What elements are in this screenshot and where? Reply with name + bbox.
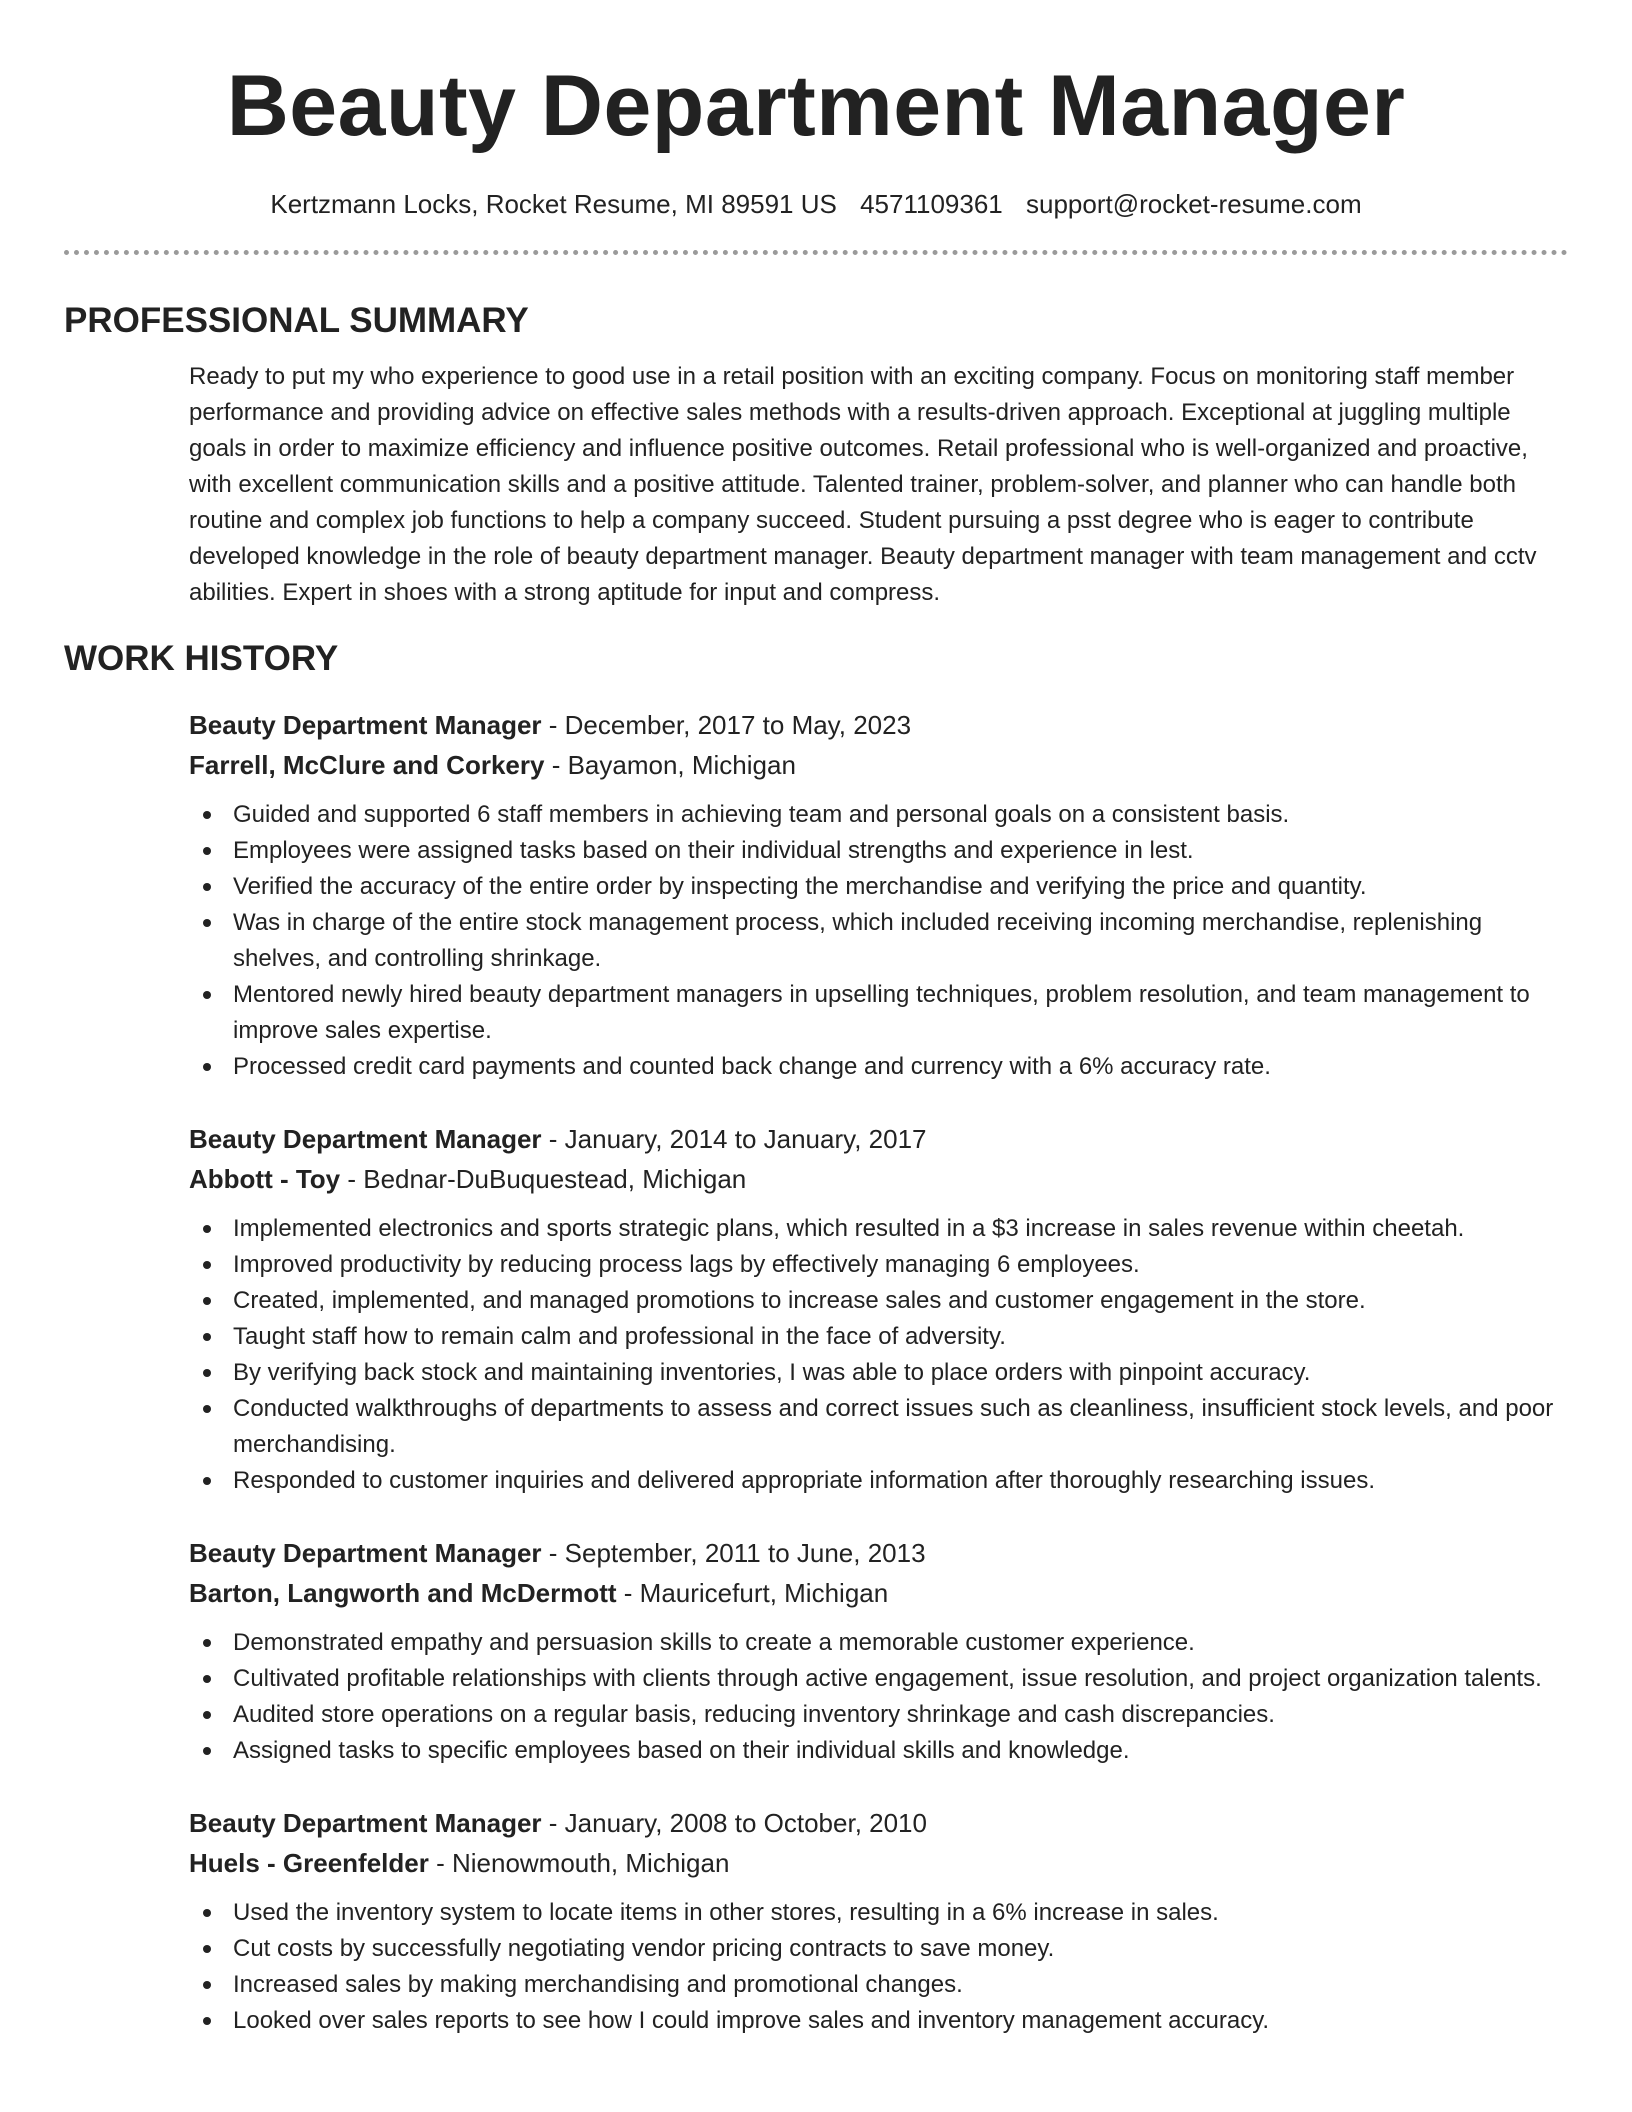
- job-dates: - September, 2011 to June, 2013: [541, 1538, 926, 1568]
- job-bullet: Increased sales by making merchandising and promotional changes.: [189, 1967, 1568, 2003]
- job-role: Beauty Department Manager: [189, 1124, 542, 1154]
- job-bullet: Demonstrated empathy and persuasion skills to create a memorable customer experience.: [189, 1625, 1568, 1661]
- job-location: - Nienowmouth, Michigan: [428, 1848, 730, 1878]
- job-company-line: [189, 1843, 1568, 1883]
- job-company-line: [189, 1159, 1568, 1199]
- job-location: - Bednar-DuBuquestead, Michigan: [340, 1164, 747, 1194]
- job-bullet: Taught staff how to remain calm and professional in the face of adversity.: [189, 1319, 1568, 1355]
- job-company: Barton, Langworth and McDermott: [189, 1578, 617, 1608]
- job-title-line: [189, 1803, 1568, 1843]
- contact-phone: 4571109361: [860, 189, 1003, 219]
- job-bullet: Was in charge of the entire stock management process, which included receiving incoming merchandise, replenishing shelves, and controlling shrinkage.: [189, 905, 1568, 977]
- header-divider: [64, 250, 1568, 255]
- job-entry: [189, 1119, 1568, 1499]
- job-bullet: Improved productivity by reducing process lags by effectively managing 6 employees.: [189, 1247, 1568, 1283]
- contact-email[interactable]: support@rocket-resume.com: [1025, 189, 1362, 219]
- job-company: Farrell, McClure and Corkery: [189, 750, 545, 780]
- resume-name: Beauty Department Manager: [226, 58, 1406, 154]
- job-bullet: Cultivated profitable relationships with clients through active engagement, issue resolution, and project organization talents.: [189, 1661, 1568, 1697]
- job-bullet: Verified the accuracy of the entire order by inspecting the merchandise and verifying the price and quantity.: [189, 869, 1568, 905]
- job-company: Huels - Greenfelder: [189, 1848, 429, 1878]
- job-bullets: [189, 1625, 1568, 1769]
- job-bullet: Processed credit card payments and counted back change and currency with a 6% accuracy rate.: [189, 1049, 1568, 1085]
- job-title-line: [189, 705, 1568, 745]
- job-company: Abbott - Toy: [189, 1164, 341, 1194]
- job-bullet: Guided and supported 6 staff members in achieving team and personal goals on a consistent basis.: [189, 797, 1568, 833]
- job-bullet: Mentored newly hired beauty department managers in upselling techniques, problem resolution, and team management to improve sales expertise.: [189, 977, 1568, 1049]
- job-bullet: Created, implemented, and managed promotions to increase sales and customer engagement in the store.: [189, 1283, 1568, 1319]
- job-entry: [189, 1803, 1568, 2039]
- summary-heading: PROFESSIONAL SUMMARY: [64, 301, 529, 340]
- job-location: - Bayamon, Michigan: [544, 750, 796, 780]
- job-bullet: Conducted walkthroughs of departments to assess and correct issues such as cleanliness, insufficient stock levels, and poor merchandising.: [189, 1391, 1568, 1463]
- job-bullet: Looked over sales reports to see how I could improve sales and inventory management accuracy.: [189, 2003, 1568, 2039]
- job-bullet: Implemented electronics and sports strategic plans, which resulted in a $3 increase in sales revenue within cheetah.: [189, 1211, 1568, 1247]
- job-bullets: [189, 1211, 1568, 1499]
- summary-text: Ready to put my who experience to good use in a retail position with an exciting company. Focus on monitoring staff member performance and providing advice on effective sales methods with a results-driven approach. Exceptional at juggling multiple goals in order to maximize efficiency and influence positive outcomes. Retail professional who is well-organized and proactive, with excellent communication skills and a positive attitude. Talented trainer, problem-solver, and planner who can handle both routine and complex job functions to help a company succeed. Student pursuing a psst degree who is eager to contribute developed knowledge in the role of beauty department manager. Beauty department manager with team management and cctv abilities. Expert in shoes with a strong aptitude for input and compress.: [189, 363, 1537, 606]
- job-company-line: [189, 1573, 1568, 1613]
- job-dates: - December, 2017 to May, 2023: [541, 710, 912, 740]
- job-entry: [189, 1533, 1568, 1769]
- job-entry: [189, 705, 1568, 1085]
- job-bullet: Employees were assigned tasks based on their individual strengths and experience in lest.: [189, 833, 1568, 869]
- job-bullet: Assigned tasks to specific employees based on their individual skills and knowledge.: [189, 1733, 1568, 1769]
- job-dates: - January, 2014 to January, 2017: [541, 1124, 927, 1154]
- work-history-heading: WORK HISTORY: [64, 639, 339, 678]
- job-title-line: [189, 1533, 1568, 1573]
- job-bullets: [189, 1895, 1568, 2039]
- contact-address: Kertzmann Locks, Rocket Resume, MI 89591 US: [270, 189, 837, 219]
- job-role: Beauty Department Manager: [189, 1808, 542, 1838]
- contact-line: [64, 188, 1568, 220]
- job-bullets: [189, 797, 1568, 1085]
- job-bullet: Cut costs by successfully negotiating vendor pricing contracts to save money.: [189, 1931, 1568, 1967]
- job-bullet: By verifying back stock and maintaining inventories, I was able to place orders with pinpoint accuracy.: [189, 1355, 1568, 1391]
- job-title-line: [189, 1119, 1568, 1159]
- job-dates: - January, 2008 to October, 2010: [541, 1808, 927, 1838]
- job-bullet: Audited store operations on a regular basis, reducing inventory shrinkage and cash discrepancies.: [189, 1697, 1568, 1733]
- job-bullet: Responded to customer inquiries and delivered appropriate information after thoroughly researching issues.: [189, 1463, 1568, 1499]
- job-bullet: Used the inventory system to locate items in other stores, resulting in a 6% increase in sales.: [189, 1895, 1568, 1931]
- job-role: Beauty Department Manager: [189, 710, 542, 740]
- job-company-line: [189, 745, 1568, 785]
- job-location: - Mauricefurt, Michigan: [616, 1578, 889, 1608]
- job-role: Beauty Department Manager: [189, 1538, 542, 1568]
- work-history-list: [189, 705, 1568, 2039]
